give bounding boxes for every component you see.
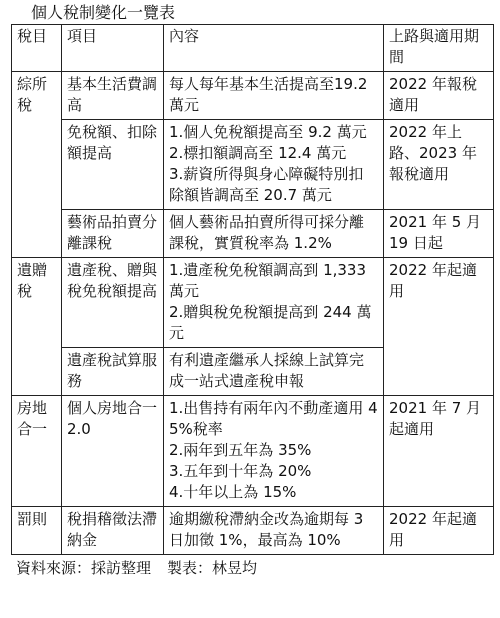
table-maker-label: 製表：林昱均: [167, 559, 258, 577]
content-line: 2.贈與稅免稅額提高到 244 萬元: [169, 303, 372, 342]
period-cell: 2022 年起適用: [384, 507, 494, 555]
content-line: 4.十年以上為 15%: [169, 483, 297, 501]
content-line: 個人藝術品拍賣所得可採分離課稅，實質稅率為 1.2%: [169, 213, 365, 252]
content-line: 3.薪資所得與身心障礙特別扣除額皆調高至 20.7 萬元: [169, 165, 364, 204]
header-category: 稅目: [12, 25, 62, 72]
item-cell: 免稅額、扣除額提高: [62, 120, 164, 210]
period-cell: 2022 年上路、2023 年報稅適用: [384, 120, 494, 210]
table-row: [12, 396, 494, 507]
item-cell: 基本生活費調高: [62, 72, 164, 120]
source-note: [11, 558, 493, 579]
item-cell: 遺產稅、贈與稅免稅額提高: [62, 258, 164, 348]
header-row: [12, 25, 494, 72]
category-cell: 遺贈稅: [12, 258, 62, 396]
table-row: [12, 210, 494, 258]
period-cell: 2021 年 7 月起適用: [384, 396, 494, 507]
item-cell: 稅捐稽徵法滯納金: [62, 507, 164, 555]
header-item: 項目: [62, 25, 164, 72]
content-cell: [164, 258, 384, 348]
content-line: 每人每年基本生活提高至19.2 萬元: [169, 75, 368, 114]
category-cell: 房地合一: [12, 396, 62, 507]
content-line: 3.五年到十年為 20%: [169, 462, 312, 480]
table-row: [12, 120, 494, 210]
period-cell: 2021 年 5 月19 日起: [384, 210, 494, 258]
table-row: [12, 72, 494, 120]
content-line: 2.標扣額調高至 12.4 萬元: [169, 144, 347, 162]
category-cell: 罰則: [12, 507, 62, 555]
content-cell: [164, 72, 384, 120]
table-title: 個人稅制變化一覽表: [31, 3, 176, 22]
content-line: 有利遺產繼承人採線上試算完成一站式遺產稅申報: [169, 351, 365, 390]
content-line: 1.遺產稅免稅額調高到 1,333萬元: [169, 261, 367, 300]
source-label: 資料來源：採訪整理: [16, 559, 152, 577]
table-row: [12, 258, 494, 348]
content-line: 1.個人免稅額提高至 9.2 萬元: [169, 123, 367, 141]
category-cell: 綜所稅: [12, 72, 62, 258]
header-period: 上路與適用期間: [384, 25, 494, 72]
content-line: 逾期繳稅滯納金改為逾期每 3日加徵 1%，最高為 10%: [169, 510, 364, 549]
content-cell: [164, 120, 384, 210]
content-line: 1.出售持有兩年內不動產適用 45%稅率: [169, 399, 378, 438]
table-row: [12, 507, 494, 555]
period-cell: 2022 年報稅適用: [384, 72, 494, 120]
content-line: 2.兩年到五年為 35%: [169, 441, 312, 459]
header-content: 內容: [164, 25, 384, 72]
period-cell: 2022 年起適用: [384, 258, 494, 396]
tax-change-table: [11, 24, 494, 555]
item-cell: 遺產稅試算服務: [62, 348, 164, 396]
content-cell: [164, 507, 384, 555]
content-cell: [164, 348, 384, 396]
item-cell: 藝術品拍賣分離課稅: [62, 210, 164, 258]
content-cell: [164, 396, 384, 507]
content-cell: [164, 210, 384, 258]
item-cell: 個人房地合一 2.0: [62, 396, 164, 507]
document: [11, 2, 493, 579]
